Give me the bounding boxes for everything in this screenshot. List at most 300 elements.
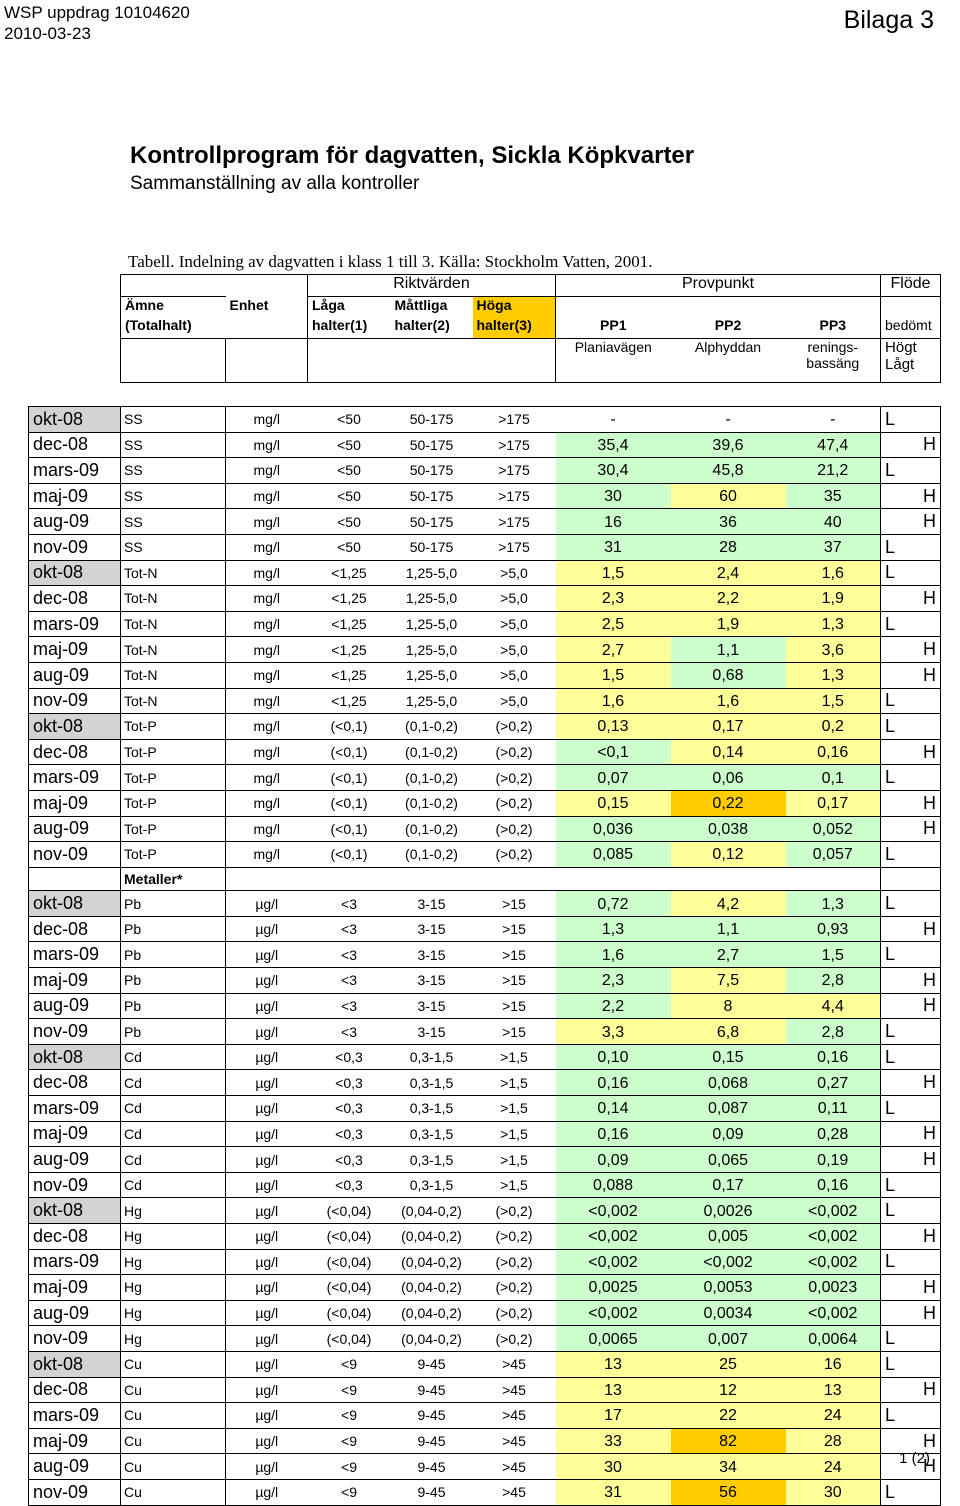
- limit-high-cell: >45: [473, 1479, 556, 1505]
- pp1-value: <0,002: [556, 1249, 671, 1275]
- flow-cell: L: [881, 942, 941, 968]
- substance-cell: SS: [121, 407, 226, 433]
- month-cell: dec-08: [29, 1377, 121, 1403]
- unit-cell: µg/l: [226, 1326, 308, 1352]
- limit-mid-cell: 3-15: [391, 891, 473, 917]
- metals-label: Metaller*: [121, 867, 226, 891]
- table-row: [29, 1044, 941, 1070]
- unit-cell: mg/l: [226, 816, 308, 842]
- pp2-value: -: [671, 407, 786, 433]
- pp1-value: 0,085: [556, 842, 671, 868]
- limit-low-cell: <50: [308, 458, 391, 484]
- limit-mid-cell: (0,04-0,2): [391, 1249, 473, 1275]
- limit-mid-cell: 1,25-5,0: [391, 560, 473, 586]
- table-row: [29, 916, 941, 942]
- pp3-value: 3,6: [786, 637, 881, 663]
- limit-low-cell: <3: [308, 916, 391, 942]
- limit-mid-cell: 3-15: [391, 1019, 473, 1045]
- limit-high-cell: >1,5: [473, 1172, 556, 1198]
- pp2-value: 0,68: [671, 662, 786, 688]
- limit-low-cell: <0,3: [308, 1121, 391, 1147]
- pp1-value: 17: [556, 1403, 671, 1429]
- pp2-cell: [671, 867, 786, 891]
- pp3-value: 16: [786, 1351, 881, 1377]
- limit-mid-cell: (0,1-0,2): [391, 714, 473, 740]
- substance-cell: Tot-P: [121, 765, 226, 791]
- limit-high-cell: >5,0: [473, 586, 556, 612]
- pp1-value: 30: [556, 1454, 671, 1480]
- month-cell: maj-09: [29, 968, 121, 994]
- limit-low-cell: (<0,1): [308, 790, 391, 816]
- limit-low-cell: <1,25: [308, 611, 391, 637]
- unit-cell: µg/l: [226, 1428, 308, 1454]
- pp3-value: 2,8: [786, 968, 881, 994]
- month-cell: aug-09: [29, 509, 121, 535]
- substance-cell: Pb: [121, 916, 226, 942]
- pp2-value: 22: [671, 1403, 786, 1429]
- limit-high-cell: >5,0: [473, 560, 556, 586]
- substance-cell: Tot-N: [121, 560, 226, 586]
- month-cell: mars-09: [29, 458, 121, 484]
- table-row: [29, 1454, 941, 1480]
- unit-cell: mg/l: [226, 765, 308, 791]
- month-cell: okt-08: [29, 714, 121, 740]
- limit-high-cell: >45: [473, 1377, 556, 1403]
- flow-cell: H: [881, 662, 941, 688]
- month-cell: dec-08: [29, 916, 121, 942]
- limit-mid-cell: 3-15: [391, 968, 473, 994]
- flow-cell: L: [881, 458, 941, 484]
- limit-high-cell: >45: [473, 1428, 556, 1454]
- limit-mid-cell: 50-175: [391, 534, 473, 560]
- pp3-value: <0,002: [786, 1198, 881, 1224]
- unit-cell: µg/l: [226, 1479, 308, 1505]
- pp2-value: 82: [671, 1428, 786, 1454]
- pp2-value: 12: [671, 1377, 786, 1403]
- unit-cell: mg/l: [226, 432, 308, 458]
- table-row: [29, 1326, 941, 1352]
- unit-cell: mg/l: [226, 611, 308, 637]
- pp3-value: 1,5: [786, 688, 881, 714]
- pp2-value: 0,068: [671, 1070, 786, 1096]
- flow-cell: H: [881, 637, 941, 663]
- pp2-value: 0,14: [671, 739, 786, 765]
- substance-cell: Cd: [121, 1147, 226, 1173]
- flow-cell: L: [881, 842, 941, 868]
- pp3-value: 21,2: [786, 458, 881, 484]
- limit-high-cell: (>0,2): [473, 1198, 556, 1224]
- limit-low-cell: <50: [308, 483, 391, 509]
- flow-cell: L: [881, 891, 941, 917]
- pp1-value: 2,7: [556, 637, 671, 663]
- flow-cell: H: [881, 739, 941, 765]
- substance-cell: SS: [121, 483, 226, 509]
- appendix-label: Bilaga 3: [843, 6, 934, 34]
- unit-cell: µg/l: [226, 1224, 308, 1250]
- limit-high-cell: >15: [473, 942, 556, 968]
- pp3-value: 0,0023: [786, 1275, 881, 1301]
- substance-cell: SS: [121, 432, 226, 458]
- flow-cell: H: [881, 1275, 941, 1301]
- limit-high-cell: >175: [473, 483, 556, 509]
- limit-high-cell: >175: [473, 458, 556, 484]
- mattliga-heading-2: halter(2): [394, 316, 450, 333]
- substance-cell: Tot-N: [121, 611, 226, 637]
- laga-heading-2: halter(1): [308, 317, 391, 339]
- month-cell: maj-09: [29, 1121, 121, 1147]
- pp2-value: 0,038: [671, 816, 786, 842]
- substance-cell: Pb: [121, 993, 226, 1019]
- flow-cell: H: [881, 1428, 941, 1454]
- unit-cell: µg/l: [226, 1121, 308, 1147]
- limit-high-cell: (>0,2): [473, 1224, 556, 1250]
- table-row: [29, 1172, 941, 1198]
- substance-cell: SS: [121, 534, 226, 560]
- limit-mid-cell: 1,25-5,0: [391, 662, 473, 688]
- month-cell: okt-08: [29, 407, 121, 433]
- limit-mid-cell: 3-15: [391, 916, 473, 942]
- pp1-value: 3,3: [556, 1019, 671, 1045]
- unit-cell: µg/l: [226, 1300, 308, 1326]
- unit-cell: µg/l: [226, 1275, 308, 1301]
- unit-cell: mg/l: [226, 842, 308, 868]
- flow-cell: L: [881, 1249, 941, 1275]
- substance-cell: SS: [121, 509, 226, 535]
- limit-high-cell: >5,0: [473, 662, 556, 688]
- unit-cell: µg/l: [226, 1351, 308, 1377]
- limit-low-cell: (<0,1): [308, 739, 391, 765]
- pp2-location: Alphyddan: [671, 339, 786, 383]
- pp1-value: 31: [556, 1479, 671, 1505]
- substance-cell: Cu: [121, 1454, 226, 1480]
- flow-cell: H: [881, 968, 941, 994]
- flow-cell: L: [881, 1096, 941, 1122]
- limit-low-cell: <1,25: [308, 637, 391, 663]
- pp3-value: <0,002: [786, 1300, 881, 1326]
- limit-low-cell: <9: [308, 1351, 391, 1377]
- doc-reference: WSP uppdrag 10104620: [4, 3, 190, 22]
- limit-low-cell: (<0,1): [308, 714, 391, 740]
- unit-cell: mg/l: [226, 790, 308, 816]
- flow-cell: L: [881, 1351, 941, 1377]
- substance-cell: Hg: [121, 1198, 226, 1224]
- limit-mid-cell: (0,1-0,2): [391, 765, 473, 791]
- table-row: [29, 534, 941, 560]
- limit-low-cell: (<0,04): [308, 1300, 391, 1326]
- pp1-value: 1,3: [556, 916, 671, 942]
- pp3-cell: [786, 867, 881, 891]
- table-row: [29, 483, 941, 509]
- substance-cell: Pb: [121, 968, 226, 994]
- limit-low-cell: <9: [308, 1403, 391, 1429]
- month-cell: okt-08: [29, 1044, 121, 1070]
- unit-cell: µg/l: [226, 1377, 308, 1403]
- limit-mid-cell: 0,3-1,5: [391, 1172, 473, 1198]
- limit-low-cell: <1,25: [308, 560, 391, 586]
- table-row: [29, 432, 941, 458]
- substance-cell: Tot-N: [121, 662, 226, 688]
- substance-cell: Cu: [121, 1351, 226, 1377]
- pp1-value: 1,6: [556, 942, 671, 968]
- month-cell: aug-09: [29, 993, 121, 1019]
- month-cell: okt-08: [29, 891, 121, 917]
- pp2-value: 2,2: [671, 586, 786, 612]
- limit-mid-cell: (0,1-0,2): [391, 842, 473, 868]
- laga-heading-1: Låga: [308, 297, 391, 317]
- month-cell: dec-08: [29, 1224, 121, 1250]
- limit-low-cell: <9: [308, 1428, 391, 1454]
- pp3-value: 0,93: [786, 916, 881, 942]
- flow-cell: H: [881, 993, 941, 1019]
- pp3-value: 37: [786, 534, 881, 560]
- month-cell: nov-09: [29, 1479, 121, 1505]
- totalhalt-heading: (Totalhalt): [121, 317, 226, 339]
- pp3-location-line1: renings-: [807, 339, 859, 355]
- limit-mid-cell: (0,04-0,2): [391, 1300, 473, 1326]
- pp3-value: 0,2: [786, 714, 881, 740]
- limit-low-cell: <3: [308, 891, 391, 917]
- pp2-value: 60: [671, 483, 786, 509]
- month-cell: okt-08: [29, 1198, 121, 1224]
- table-row: [29, 407, 941, 433]
- limit-mid-cell: (0,1-0,2): [391, 816, 473, 842]
- table-row: [29, 891, 941, 917]
- table-row: [29, 688, 941, 714]
- pp2-value: 36: [671, 509, 786, 535]
- flow-cell: H: [881, 1300, 941, 1326]
- pp1-value: 2,2: [556, 993, 671, 1019]
- limit-low-cell: (<0,04): [308, 1275, 391, 1301]
- limit-mid-cell: (0,04-0,2): [391, 1275, 473, 1301]
- pp2-value: <0,002: [671, 1249, 786, 1275]
- unit-cell: µg/l: [226, 1403, 308, 1429]
- limit-mid-cell: (0,04-0,2): [391, 1198, 473, 1224]
- month-cell: dec-08: [29, 432, 121, 458]
- pp1-value: 2,3: [556, 968, 671, 994]
- pp1-value: 2,3: [556, 586, 671, 612]
- pp3-value: 24: [786, 1454, 881, 1480]
- flow-cell: H: [881, 586, 941, 612]
- limit-low-cell: <1,25: [308, 662, 391, 688]
- limit-high-cell: (>0,2): [473, 1300, 556, 1326]
- flow-cell: H: [881, 1070, 941, 1096]
- pp1-value: <0,002: [556, 1224, 671, 1250]
- pp2-value: 28: [671, 534, 786, 560]
- unit-cell: µg/l: [226, 916, 308, 942]
- limit-low-cell: <0,3: [308, 1070, 391, 1096]
- table-row: [29, 1403, 941, 1429]
- substance-cell: Cd: [121, 1121, 226, 1147]
- unit-cell: µg/l: [226, 1070, 308, 1096]
- unit-cell: µg/l: [226, 968, 308, 994]
- limit-mid-cell: 9-45: [391, 1428, 473, 1454]
- pp1-value: 0,0065: [556, 1326, 671, 1352]
- table-row: [29, 637, 941, 663]
- month-cell: mars-09: [29, 611, 121, 637]
- mattliga-heading-1: Måttliga: [391, 297, 473, 317]
- table-caption: Tabell. Indelning av dagvatten i klass 1 till 3. Källa: Stockholm Vatten, 2001.: [128, 252, 653, 271]
- limit-low-cell: (<0,04): [308, 1198, 391, 1224]
- limit-high-cell: >5,0: [473, 611, 556, 637]
- pp2-value: 0,0026: [671, 1198, 786, 1224]
- table-row: [29, 1479, 941, 1505]
- pp1-value: 0,07: [556, 765, 671, 791]
- pp1-value: 33: [556, 1428, 671, 1454]
- limit-high-cell: [473, 867, 556, 891]
- pp1-value: 0,15: [556, 790, 671, 816]
- unit-cell: mg/l: [226, 560, 308, 586]
- limit-low-cell: <1,25: [308, 586, 391, 612]
- unit-cell: mg/l: [226, 483, 308, 509]
- pp1-value: 30: [556, 483, 671, 509]
- limit-high-cell: >175: [473, 432, 556, 458]
- flow-cell: L: [881, 534, 941, 560]
- limit-mid-cell: 50-175: [391, 432, 473, 458]
- month-cell: aug-09: [29, 1147, 121, 1173]
- pp3-value: 2,8: [786, 1019, 881, 1045]
- limit-mid-cell: 1,25-5,0: [391, 688, 473, 714]
- pp2-value: 1,9: [671, 611, 786, 637]
- substance-cell: Cd: [121, 1172, 226, 1198]
- pp3-value: <0,002: [786, 1224, 881, 1250]
- substance-cell: Tot-P: [121, 739, 226, 765]
- pp2-value: 0,06: [671, 765, 786, 791]
- provpunkt-heading: Provpunkt: [556, 275, 881, 297]
- pp2-value: 2,4: [671, 560, 786, 586]
- unit-cell: mg/l: [226, 739, 308, 765]
- limit-low-cell: <9: [308, 1479, 391, 1505]
- month-cell: maj-09: [29, 637, 121, 663]
- limit-high-cell: >175: [473, 407, 556, 433]
- pp3-value: 1,5: [786, 942, 881, 968]
- limit-low-cell: <0,3: [308, 1147, 391, 1173]
- limit-high-cell: (>0,2): [473, 1249, 556, 1275]
- substance-cell: Pb: [121, 891, 226, 917]
- table-row: [29, 1147, 941, 1173]
- pp3-value: 0,16: [786, 739, 881, 765]
- month-cell: maj-09: [29, 790, 121, 816]
- pp3-value: 4,4: [786, 993, 881, 1019]
- limit-low-cell: <1,25: [308, 688, 391, 714]
- limit-high-cell: (>0,2): [473, 765, 556, 791]
- limit-mid-cell: 0,3-1,5: [391, 1121, 473, 1147]
- month-cell: dec-08: [29, 586, 121, 612]
- document-header: [4, 2, 190, 44]
- table-row: [29, 662, 941, 688]
- limit-high-cell: >15: [473, 968, 556, 994]
- limit-mid-cell: 0,3-1,5: [391, 1044, 473, 1070]
- flow-cell: L: [881, 1198, 941, 1224]
- table-row: [29, 509, 941, 535]
- flow-cell: L: [881, 407, 941, 433]
- pp2-value: 1,6: [671, 688, 786, 714]
- month-cell: nov-09: [29, 1172, 121, 1198]
- table-row: [29, 816, 941, 842]
- pp2-value: 0,007: [671, 1326, 786, 1352]
- flow-cell: H: [881, 1377, 941, 1403]
- table-row: [29, 1224, 941, 1250]
- pp2-value: 0,0053: [671, 1275, 786, 1301]
- month-cell: dec-08: [29, 1070, 121, 1096]
- hoga-heading-1: Höga: [473, 297, 556, 317]
- limit-high-cell: (>0,2): [473, 1275, 556, 1301]
- unit-cell: [226, 867, 308, 891]
- limit-mid-cell: 1,25-5,0: [391, 611, 473, 637]
- substance-cell: Hg: [121, 1326, 226, 1352]
- limit-high-cell: >1,5: [473, 1121, 556, 1147]
- unit-cell: mg/l: [226, 637, 308, 663]
- pp1-value: 13: [556, 1351, 671, 1377]
- pp1-value: 0,10: [556, 1044, 671, 1070]
- flow-cell: L: [881, 1019, 941, 1045]
- substance-cell: Hg: [121, 1300, 226, 1326]
- limit-mid-cell: 9-45: [391, 1377, 473, 1403]
- table-row: [29, 1300, 941, 1326]
- table-row: [29, 560, 941, 586]
- pp3-heading: PP3: [819, 316, 846, 333]
- pp3-location-line2: bassäng: [806, 355, 860, 371]
- pp3-value: 0,1: [786, 765, 881, 791]
- limit-low-cell: <50: [308, 407, 391, 433]
- pp1-value: 0,16: [556, 1070, 671, 1096]
- limit-mid-cell: 3-15: [391, 942, 473, 968]
- table-row: [29, 739, 941, 765]
- pp3-value: 28: [786, 1428, 881, 1454]
- limit-mid-cell: 0,3-1,5: [391, 1070, 473, 1096]
- unit-cell: µg/l: [226, 993, 308, 1019]
- pp2-value: 7,5: [671, 968, 786, 994]
- limit-low-cell: <0,3: [308, 1096, 391, 1122]
- pp3-value: <0,002: [786, 1249, 881, 1275]
- flow-cell: L: [881, 611, 941, 637]
- pp3-value: 24: [786, 1403, 881, 1429]
- pp2-value: 0,22: [671, 790, 786, 816]
- month-cell: nov-09: [29, 688, 121, 714]
- table-row: [29, 1428, 941, 1454]
- riktvarden-heading: Riktvärden: [308, 275, 556, 297]
- unit-cell: µg/l: [226, 1198, 308, 1224]
- flow-cell: H: [881, 1224, 941, 1250]
- flode-heading: Flöde: [881, 275, 941, 297]
- limit-high-cell: >15: [473, 891, 556, 917]
- flow-cell: L: [881, 1403, 941, 1429]
- flow-cell: L: [881, 765, 941, 791]
- measurements-table: [28, 406, 941, 1506]
- flow-cell: L: [881, 1326, 941, 1352]
- pp2-value: 6,8: [671, 1019, 786, 1045]
- pp1-value: <0,002: [556, 1300, 671, 1326]
- month-cell: nov-09: [29, 534, 121, 560]
- limit-low-cell: (<0,1): [308, 765, 391, 791]
- pp3-value: 1,9: [786, 586, 881, 612]
- month-cell: mars-09: [29, 765, 121, 791]
- doc-date: 2010-03-23: [4, 24, 91, 43]
- table-row: [29, 942, 941, 968]
- substance-cell: Hg: [121, 1224, 226, 1250]
- limit-mid-cell: (0,1-0,2): [391, 739, 473, 765]
- unit-cell: µg/l: [226, 1044, 308, 1070]
- pp1-value: 1,6: [556, 688, 671, 714]
- flow-cell: H: [881, 790, 941, 816]
- limit-mid-cell: 0,3-1,5: [391, 1147, 473, 1173]
- table-row: [29, 714, 941, 740]
- pp2-value: 0,065: [671, 1147, 786, 1173]
- table-row: [29, 1377, 941, 1403]
- flow-cell: H: [881, 1454, 941, 1480]
- flow-cell: [881, 867, 941, 891]
- unit-cell: µg/l: [226, 1147, 308, 1173]
- pp3-value: 30: [786, 1479, 881, 1505]
